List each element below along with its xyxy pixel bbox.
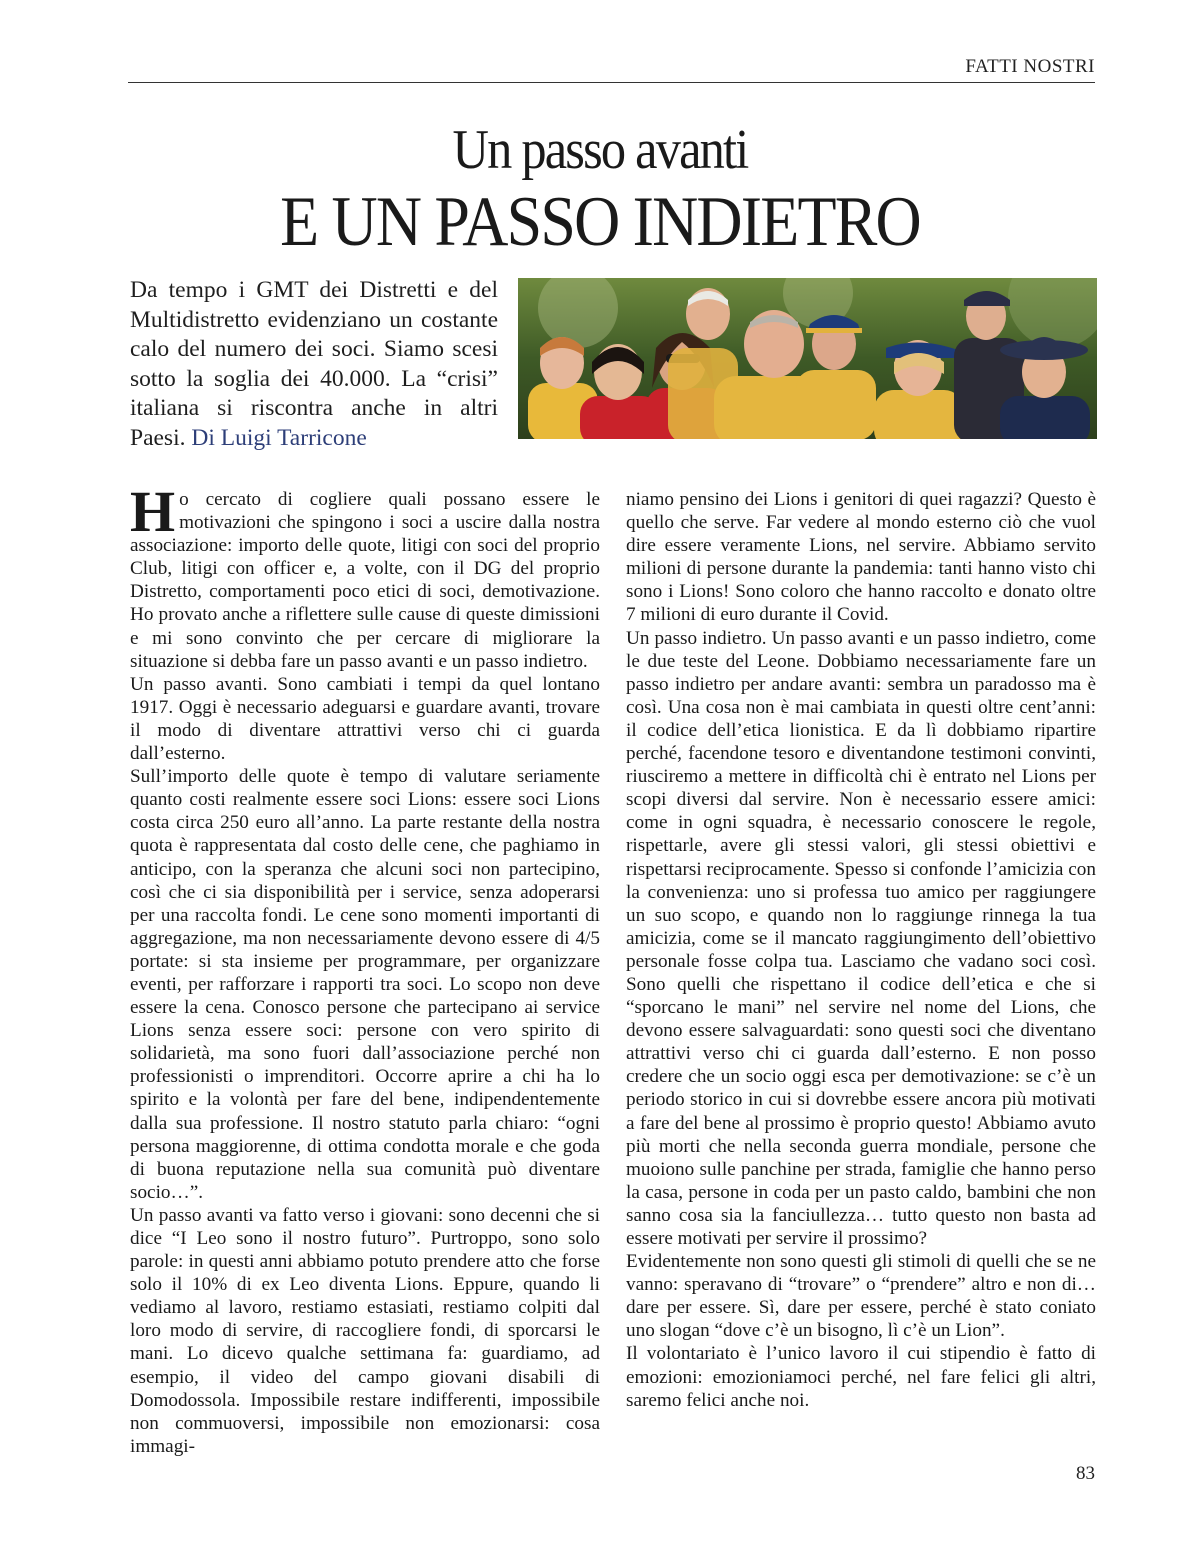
paragraph: Il volontariato è l’unico lavoro il cui stipendio è fatto di emozioni: emozioniamoci perché, nel fare felici gli altri, saremo felici anche noi.	[626, 1343, 1096, 1411]
headline-line-2: E UN PASSO INDIETRO	[280, 183, 920, 261]
paragraph: Sull’importo delle quote è tempo di valutare seriamente quanto costi realmente essere soci Lions: essere soci Lions costa circa 250 euro all’anno. La parte restante della nostra quota è rappresentata dal costo delle cene, che paghiamo in anticipo, con la speranza che alcuni soci non partecipino, così che ci sia disponibilità per i service, senza adoperarsi per una raccolta fondi. Le cene sono momenti importanti di aggregazione, ma non necessariamente devono essere di 4/5 portate: si sta insieme per programmare, per organizzare eventi, per rafforzare i rapporti tra soci. Lo scopo non deve essere la cena. Conosco persone che partecipano ai service Lions senza essere soci: persone con vero spirito di solidarietà, ma sono fuori dall’associazione perché non professionisti o imprenditori. Occorre aprire a chi ha lo spirito e la volontà per fare del bene, indipendentemente dalla sua professione. Il nostro statuto parla chiaro: “ogni persona maggiorenne, di ottima condotta morale e che goda di buona reputazione nella sua comunità può diventare socio…”.	[130, 766, 600, 1203]
body-column-right	[626, 488, 1096, 1412]
headline-line-1: Un passo avanti	[452, 119, 748, 181]
standfirst	[130, 276, 498, 453]
standfirst-text: Da tempo i GMT dei Distretti e del Multidistretto evidenziano un costante calo del numero dei soci. Siamo scesi sotto la soglia dei 40.000. La “crisi” italiana si riscontra anche in altri Paesi.	[130, 277, 498, 451]
drop-cap: H	[130, 479, 176, 544]
paragraph-text: o cercato di cogliere quali possano essere le motivazioni che spingono i soci a uscire dalla nostra associazione: importo delle quote, litigi con soci del proprio Club, litigi con officer e, a volte, con il DG del proprio Distretto, comportamenti poco etici di soci, demotivazione. Ho provato anche a riflettere sulle cause di queste dimissioni e mi sono convinto che per cercare di migliorare la situazione si debba fare un passo avanti e un passo indietro.	[130, 489, 600, 672]
paragraph: niamo pensino dei Lions i genitori di quei ragazzi? Questo è quello che serve. Far vedere al mondo esterno ciò che vuol dire essere veramente Lions, nel servire. Abbiamo servito milioni di persone durante la pandemia: tanti hanno visto chi sono i Lions! Sono coloro che hanno raccolto e donato oltre 7 milioni di euro durante il Covid.	[626, 489, 1096, 626]
group-photo	[518, 278, 1097, 439]
paragraph: Evidentemente non sono questi gli stimoli di quelli che se ne vanno: speravano di “trovare” o “prendere” altro e non di… dare per essere. Sì, dare per essere, perché è stato coniato uno slogan “dove c’è un bisogno, lì c’è un Lion”.	[626, 1251, 1096, 1342]
paragraph: Un passo avanti. Sono cambiati i tempi da quel lontano 1917. Oggi è necessario adeguarsi e guardare avanti, trovare il modo di diventare attrattivi verso chi ci guarda dall’esterno.	[130, 673, 600, 765]
byline: Di Luigi Tarricone	[191, 424, 367, 451]
header-rule	[128, 82, 1095, 83]
paragraph: Un passo avanti va fatto verso i giovani: sono decenni che si dice “I Leo sono il nostro futuro”. Purtroppo, sono solo parole: in questi anni abbiamo potuto prendere atto che forse solo il 10% di ex Leo diventa Lions. Eppure, quando li vediamo al lavoro, restiamo estasiati, restiamo colpiti dal loro modo di servire, di raccogliere fondi, di sporcarsi le mani. Lo dicevo qualche settimana fa: guardiamo, ad esempio, il video del campo giovani disabili di Domodossola. Impossibile restare indifferenti, impossibile non commuoversi, impossibile non emozionarsi: cosa immagi-	[130, 1204, 600, 1457]
paragraph	[130, 479, 600, 673]
paragraph: Un passo indietro. Un passo avanti e un passo indietro, come le due teste del Leone. Dobbiamo necessariamente fare un passo indietro per andare avanti: sembra un paradosso ma è così. Una cosa non è mai cambiata in questi oltre cent’anni: il codice dell’etica lionistica. E da lì dobbiamo ripartire perché, facendone tesoro e diventandone testimoni convinti, riusciremo a mettere in difficoltà chi è entrato nel Lions per scopi diversi dal servire. Non è necessario essere amici: come in ogni squadra, è necessario conoscere le regole, rispettarle, avere gli stessi valori, gli stessi obiettivi e rispettarsi reciprocamente. Spesso si confonde l’amicizia con la convenienza: uno si professa tuo amico per raggiungere un suo scopo, e quando non lo raggiunge rinnega la tua amicizia, come se il mancato raggiungimento dell’obiettivo personale fosse colpa tua. Lasciamo che vadano soci così. Sono quelli che rispettano il codice dell’etica e che si “sporcano le mani” nel servire nel nome del Lions, che devono essere salvaguardati: sono questi soci che diventano attrattivi verso chi ci guarda dall’esterno. E non posso credere che un socio oggi esca per demotivazione: se c’è un periodo storico in cui si dovrebbe essere ancora più motivati a fare del bene al prossimo è proprio questo! Abbiamo avuto più morti che nella seconda guerra mondiale, persone che muoiono sulle panchine per strada, famiglie che hanno perso la casa, persone in coda per un pasto caldo, bambini che non sanno cosa sia la fanciullezza… tutto questo non basta ad essere motivati per servire il prossimo?	[626, 627, 1096, 1249]
section-label: FATTI NOSTRI	[965, 56, 1095, 77]
body-column-left	[130, 479, 600, 1458]
page-number: 83	[1076, 1463, 1095, 1484]
